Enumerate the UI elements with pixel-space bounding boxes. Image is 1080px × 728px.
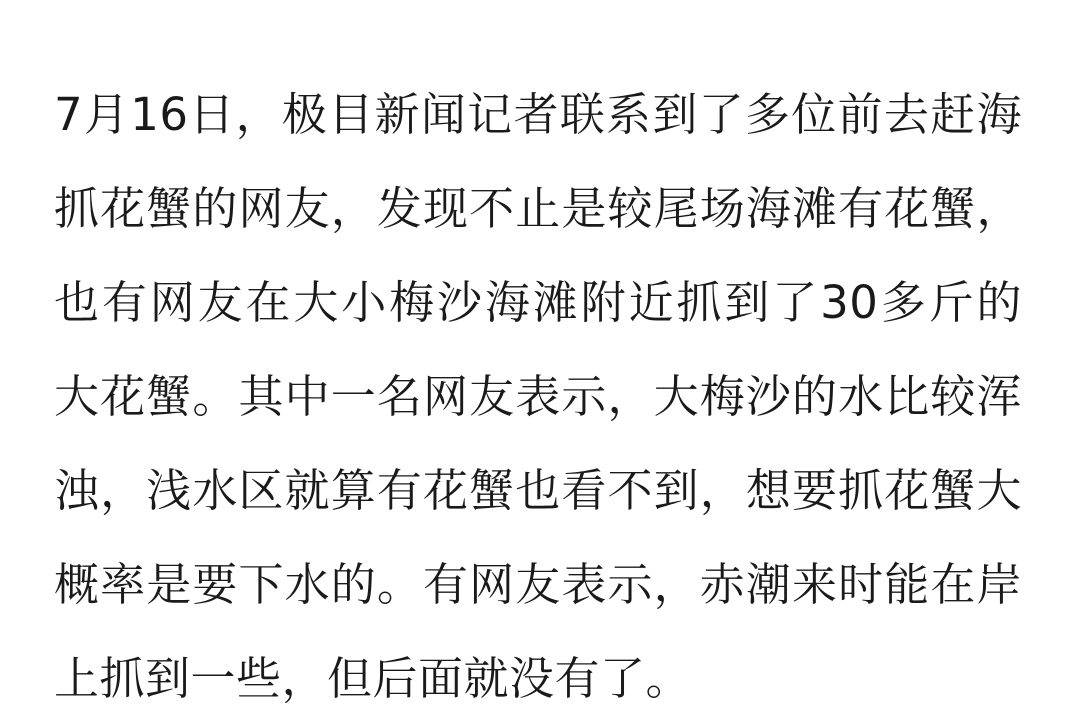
article-body bbox=[54, 68, 1022, 726]
article-paragraph: 7月16日，极目新闻记者联系到了多位前去赶海抓花蟹的网友，发现不止是较尾场海滩有花蟹，也有网友在大小梅沙海滩附近抓到了30多斤的大花蟹。其中一名网友表示，大梅沙的水比较浑浊，浅水区就算有花蟹也看不到，想要抓花蟹大概率是要下水的。有网友表示，赤潮来时能在岸上抓到一些，但后面就没有了。 bbox=[54, 88, 1022, 705]
